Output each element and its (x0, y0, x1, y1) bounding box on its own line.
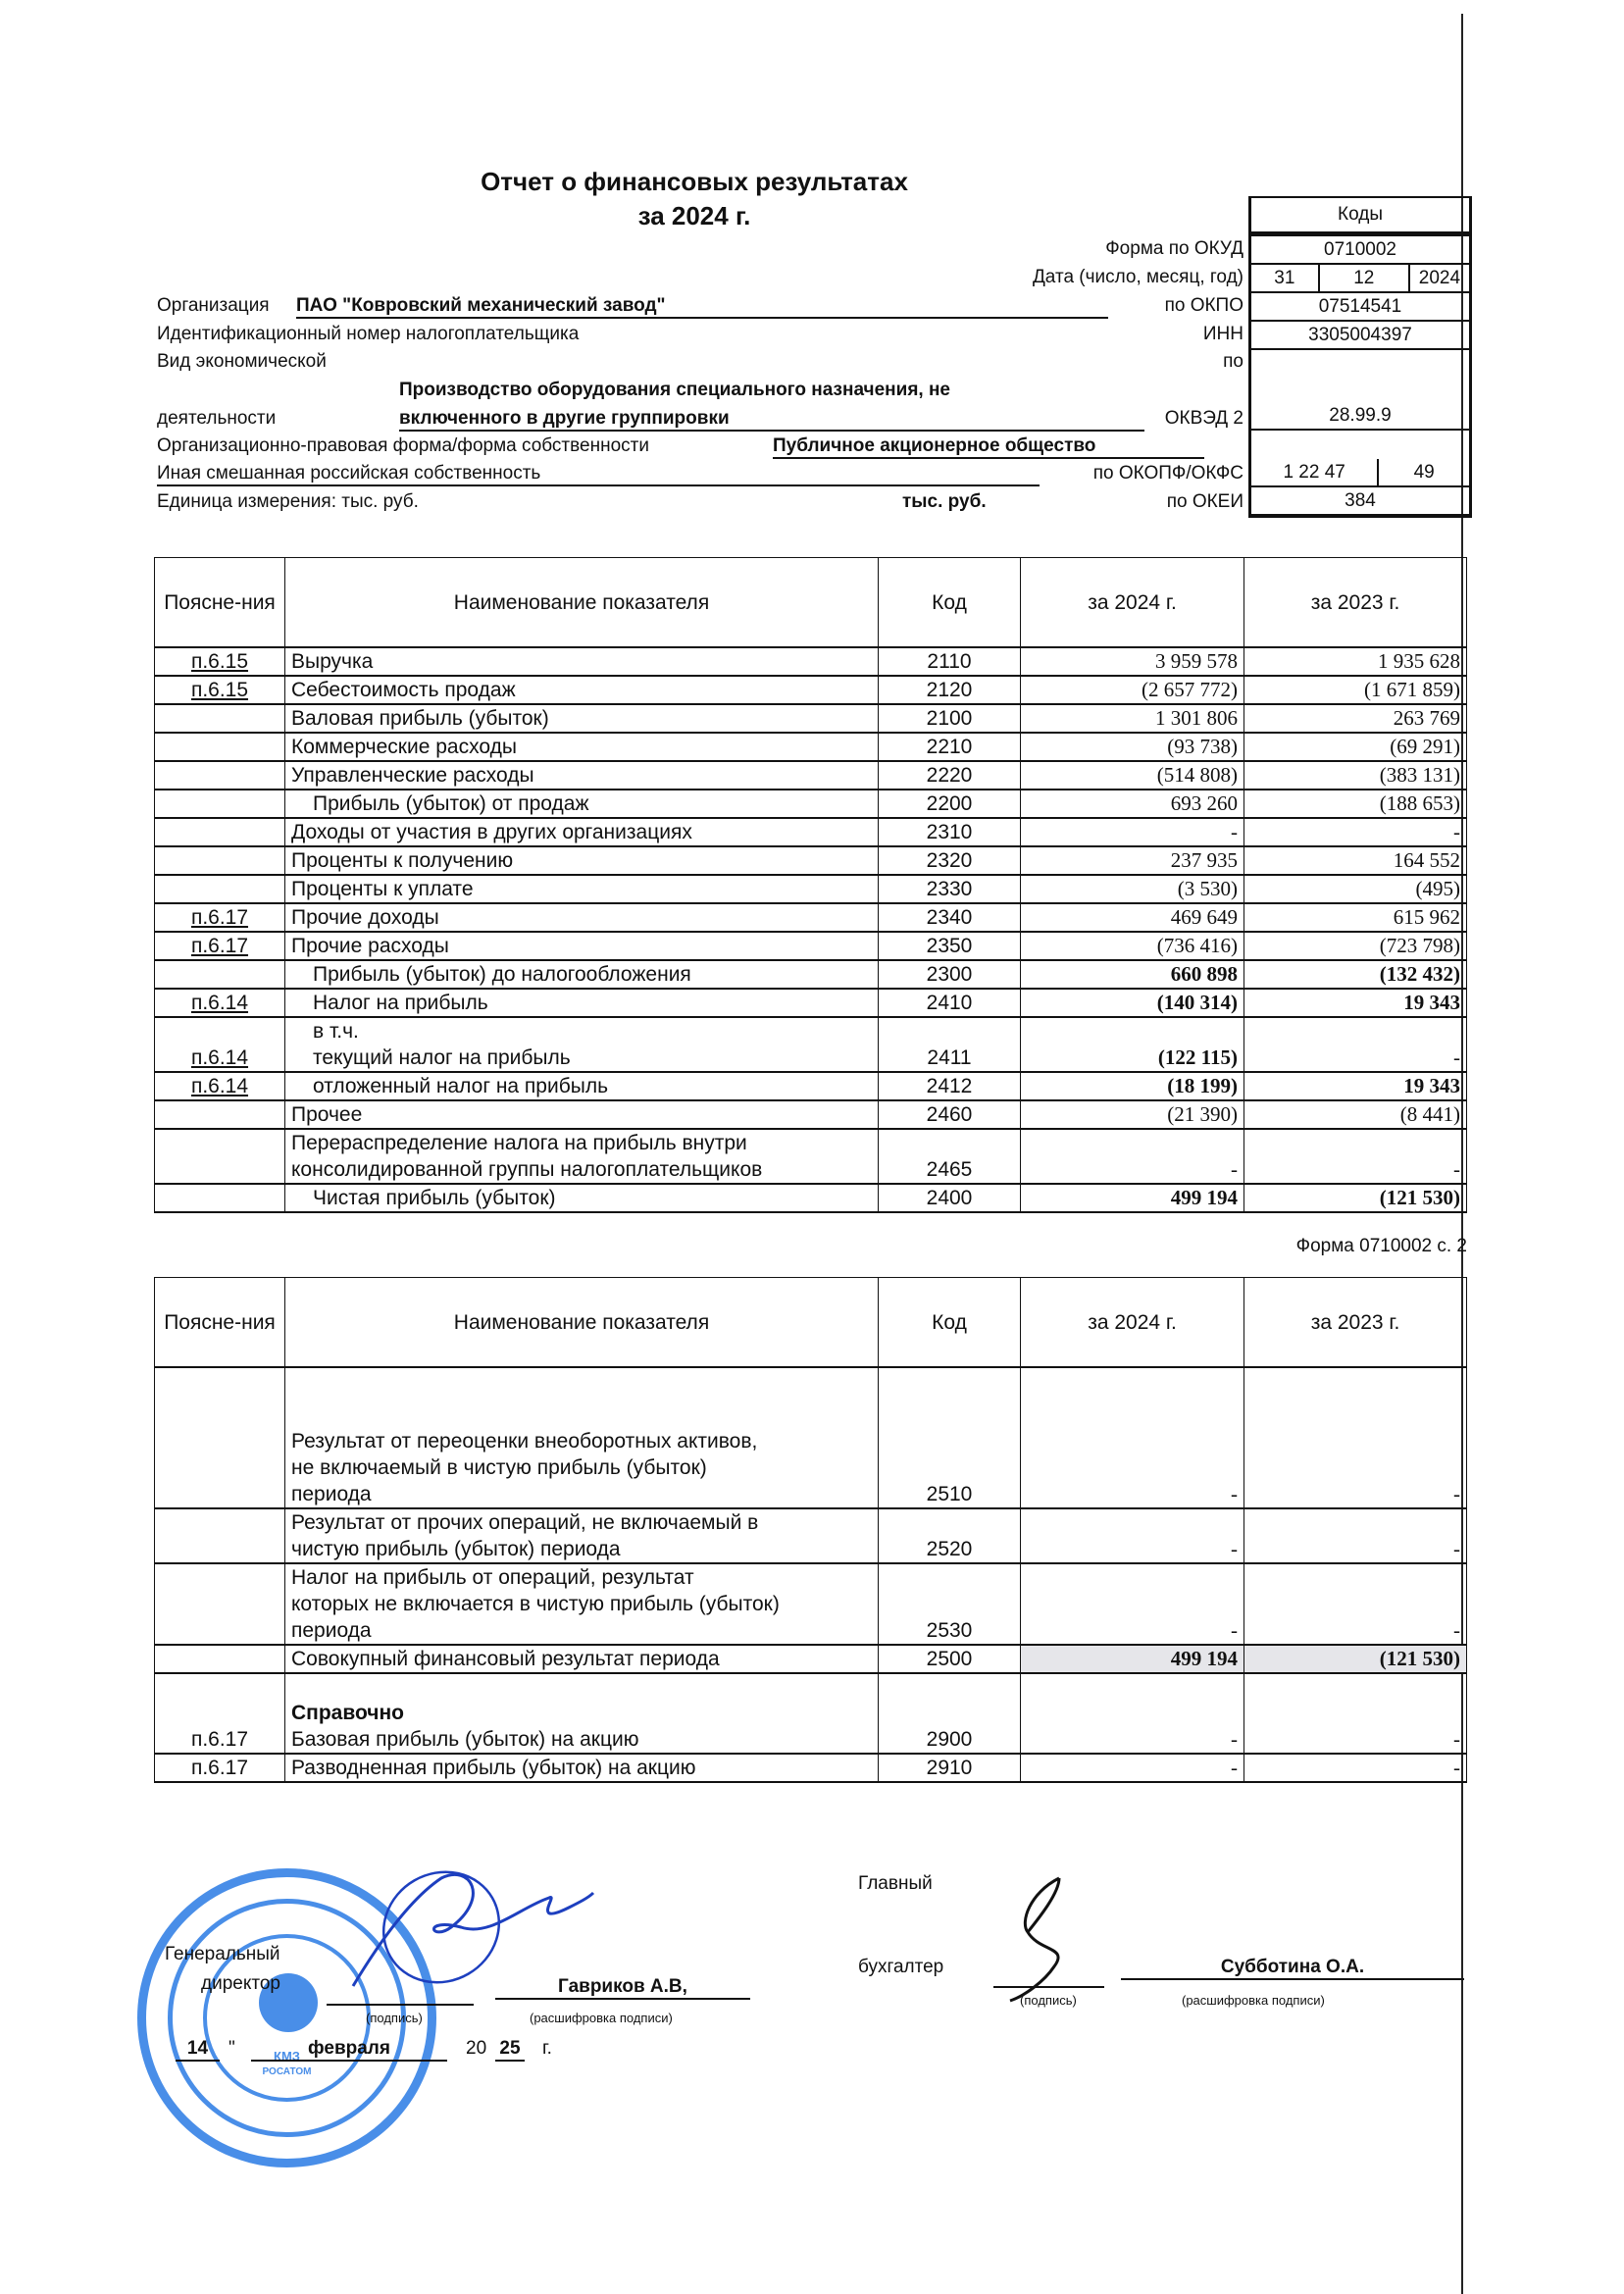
row-name: Прочие расходы (285, 932, 879, 960)
row-name: Проценты к уплате (285, 875, 879, 903)
row-name: Выручка (285, 647, 879, 676)
row-previous: (495) (1244, 875, 1467, 903)
director-signature-caption: (подпись) (366, 2011, 423, 2025)
row-previous: (121 530) (1244, 1184, 1467, 1212)
note-ref[interactable]: п.6.15 (190, 650, 249, 673)
codes-box (1248, 196, 1472, 518)
page-2-label: Форма 0710002 с. 2 (1295, 1236, 1467, 1256)
row-previous: - (1244, 1367, 1467, 1508)
table-row (155, 647, 1467, 676)
ownership-value: Иная смешанная российская собственность (157, 463, 1040, 486)
codes-header: Коды (1338, 204, 1383, 225)
table-header-row (155, 558, 1467, 648)
row-note (155, 1645, 285, 1673)
reference-heading: Справочно (291, 1702, 404, 1724)
row-current: 693 260 (1021, 790, 1244, 818)
row-code: 2910 (879, 1754, 1021, 1782)
row-note (155, 1184, 285, 1212)
row-previous: - (1244, 1673, 1467, 1754)
okopf-label: по ОКОПФ/ОКФС (1092, 463, 1243, 484)
table-row (155, 1754, 1467, 1782)
row-name: Валовая прибыль (убыток) (285, 704, 879, 733)
row-code: 2310 (879, 818, 1021, 846)
table-row (155, 1508, 1467, 1563)
row-name: Прибыль (убыток) от продаж (285, 790, 879, 818)
row-current: (736 416) (1021, 932, 1244, 960)
row-previous: 1 935 628 (1244, 647, 1467, 676)
row-current: (140 314) (1021, 989, 1244, 1017)
row-current: - (1021, 1508, 1244, 1563)
row-code: 2350 (879, 932, 1021, 960)
row-name: Базовая прибыль (убыток) на акцию (291, 1728, 639, 1751)
row-current: 499 194 (1021, 1184, 1244, 1212)
row-current: 469 649 (1021, 903, 1244, 932)
row-code: 2110 (879, 647, 1021, 676)
row-code: 2411 (879, 1017, 1021, 1072)
row-code: 2530 (879, 1563, 1021, 1645)
okopf-value: 1 22 47 (1283, 462, 1345, 483)
organization-name: ПАО "Ковровский механический завод" (296, 295, 1108, 319)
header-code: Код (879, 558, 1021, 648)
header-current-year: за 2024 г. (1021, 1278, 1244, 1368)
row-current: (2 657 772) (1021, 676, 1244, 704)
note-ref[interactable]: п.6.17 (190, 906, 249, 929)
row-note (155, 1367, 285, 1508)
row-note (155, 1508, 285, 1563)
note-ref[interactable]: п.6.17 (190, 935, 249, 957)
accountant-title-1: Главный (858, 1873, 933, 1894)
inn-label: ИНН (1202, 324, 1243, 344)
activity-label-2: деятельности (157, 408, 277, 429)
row-previous: (383 131) (1244, 761, 1467, 790)
row-name-line1: Налог на прибыль от операций, результат (291, 1566, 694, 1589)
row-code: 2100 (879, 704, 1021, 733)
row-previous: 615 962 (1244, 903, 1467, 932)
date-label: Дата (число, месяц, год) (1032, 267, 1243, 287)
table-row (155, 704, 1467, 733)
row-previous: - (1244, 1129, 1467, 1184)
header-previous-year: за 2023 г. (1244, 1278, 1467, 1368)
date-year: 2024 (1408, 265, 1469, 291)
row-code: 2320 (879, 846, 1021, 875)
row-code: 2500 (879, 1645, 1021, 1673)
table-row (155, 1184, 1467, 1212)
row-previous: 19 343 (1244, 1072, 1467, 1100)
row-name: Совокупный финансовый результат периода (285, 1645, 879, 1673)
organization-label: Организация (157, 295, 270, 316)
row-note (155, 761, 285, 790)
table-row (155, 960, 1467, 989)
row-code: 2520 (879, 1508, 1021, 1563)
table-row (155, 1645, 1467, 1673)
okved-prefix: по (1223, 351, 1243, 372)
date-month: 12 (1318, 265, 1408, 291)
row-name: отложенный налог на прибыль (285, 1072, 879, 1100)
row-current: (122 115) (1021, 1017, 1244, 1072)
row-note (155, 1563, 285, 1645)
row-code: 2200 (879, 790, 1021, 818)
row-current: - (1021, 1563, 1244, 1645)
accountant-title-2: бухгалтер (858, 1957, 944, 1977)
table-row (155, 1100, 1467, 1129)
row-name-line2: не включаемый в чистую прибыль (убыток) (291, 1456, 707, 1479)
row-name: Управленческие расходы (285, 761, 879, 790)
activity-label-1: Вид экономической (157, 351, 327, 372)
okei-value: 384 (1345, 490, 1376, 511)
row-previous: (69 291) (1244, 733, 1467, 761)
inn-value: 3305004397 (1308, 325, 1412, 345)
table-row (155, 1367, 1467, 1508)
row-name: Прочее (285, 1100, 879, 1129)
row-code: 2120 (879, 676, 1021, 704)
row-name: Коммерческие расходы (285, 733, 879, 761)
stamp-kmz: КМЗ (274, 2049, 300, 2064)
table-row (155, 903, 1467, 932)
row-note (155, 875, 285, 903)
legal-form-value: Публичное акционерное общество (773, 435, 1204, 459)
table-row (155, 790, 1467, 818)
inn-row-label: Идентификационный номер налогоплательщика (157, 324, 580, 344)
row-previous: - (1244, 1754, 1467, 1782)
table-row (155, 761, 1467, 790)
activity-value-2: включенного в другие группировки (399, 408, 1144, 432)
row-current: - (1021, 1673, 1244, 1754)
row-previous: (1 671 859) (1244, 676, 1467, 704)
table-row (155, 932, 1467, 960)
sign-date-month: февраля (251, 2038, 447, 2062)
report-period: за 2024 г. (637, 201, 751, 230)
row-code: 2465 (879, 1129, 1021, 1184)
row-code: 2412 (879, 1072, 1021, 1100)
row-previous: 263 769 (1244, 704, 1467, 733)
accountant-signature-line (993, 1986, 1104, 1988)
row-current: - (1021, 1367, 1244, 1508)
row-name: Прочие доходы (285, 903, 879, 932)
row-current: (514 808) (1021, 761, 1244, 790)
unit-value: тыс. руб. (902, 491, 987, 512)
comprehensive-income-table (154, 1277, 1467, 1783)
table-header-row (155, 1278, 1467, 1368)
row-current: - (1021, 818, 1244, 846)
row-previous: (121 530) (1244, 1645, 1467, 1673)
row-name: периода (291, 1619, 372, 1642)
row-name-line1: Результат от переоценки внеоборотных активов, (291, 1430, 758, 1453)
sign-date-year-suffix: 25 (495, 2038, 525, 2062)
director-name: Гавриков А.В, (495, 1976, 750, 2000)
table-row (155, 1673, 1467, 1754)
row-name-line1: Перераспределение налога на прибыль внутри (291, 1132, 747, 1154)
row-code: 2220 (879, 761, 1021, 790)
sign-date-suffix: г. (542, 2038, 552, 2059)
header-current-year: за 2024 г. (1021, 558, 1244, 648)
director-signature-icon (324, 1859, 598, 1996)
row-current: 1 301 806 (1021, 704, 1244, 733)
row-current: (3 530) (1021, 875, 1244, 903)
okved-label: ОКВЭД 2 (1164, 408, 1243, 429)
row-name: чистую прибыль (убыток) периода (291, 1538, 621, 1560)
okfs-value: 49 (1377, 459, 1469, 485)
table-row (155, 1017, 1467, 1072)
header-notes: Поясне-ния (155, 1278, 285, 1368)
row-name: Налог на прибыль (285, 989, 879, 1017)
table-row (155, 1072, 1467, 1100)
row-previous: (188 653) (1244, 790, 1467, 818)
row-previous: - (1244, 1017, 1467, 1072)
row-current: 237 935 (1021, 846, 1244, 875)
row-code: 2460 (879, 1100, 1021, 1129)
activity-value-1: Производство оборудования специального назначения, не (399, 380, 951, 400)
table-row (155, 676, 1467, 704)
okpo-label: по ОКПО (1164, 295, 1243, 316)
row-code: 2300 (879, 960, 1021, 989)
row-code: 2210 (879, 733, 1021, 761)
row-current: - (1021, 1754, 1244, 1782)
row-current: - (1021, 1129, 1244, 1184)
row-previous: (723 798) (1244, 932, 1467, 960)
table-row (155, 818, 1467, 846)
row-previous: 19 343 (1244, 989, 1467, 1017)
sign-date-year-prefix: 20 (466, 2038, 487, 2059)
row-previous: (8 441) (1244, 1100, 1467, 1129)
okud-value: 0710002 (1324, 239, 1396, 260)
accountant-name: Субботина О.А. (1121, 1957, 1464, 1980)
row-name: Чистая прибыль (убыток) (285, 1184, 879, 1212)
table-row (155, 1129, 1467, 1184)
unit-label: Единица измерения: тыс. руб. (157, 491, 419, 512)
header-previous-year: за 2023 г. (1244, 558, 1467, 648)
note-ref[interactable]: п.6.14 (190, 1046, 249, 1069)
header-indicator: Наименование показателя (285, 1278, 879, 1368)
okved-value: 28.99.9 (1329, 405, 1392, 426)
okud-label: Форма по ОКУД (1105, 238, 1243, 259)
header-indicator: Наименование показателя (285, 558, 879, 648)
director-title-1: Генеральный (165, 1944, 280, 1964)
row-previous: - (1244, 1563, 1467, 1645)
note-ref[interactable]: п.6.14 (190, 1075, 249, 1097)
table-row (155, 989, 1467, 1017)
row-current: (18 199) (1021, 1072, 1244, 1100)
report-title: Отчет о финансовых результатах (481, 167, 908, 196)
row-note (155, 1100, 285, 1129)
row-note (155, 733, 285, 761)
row-code: 2900 (879, 1673, 1021, 1754)
row-name-prefix: в т.ч. (313, 1020, 359, 1043)
row-name: Доходы от участия в других организациях (285, 818, 879, 846)
row-current: 499 194 (1021, 1645, 1244, 1673)
row-note: п.6.17 (155, 1673, 285, 1754)
row-code: 2410 (879, 989, 1021, 1017)
financial-results-table (154, 557, 1467, 1213)
accountant-signature-caption: (подпись) (1020, 1993, 1077, 2008)
row-note (155, 790, 285, 818)
note-ref[interactable]: п.6.15 (190, 679, 249, 701)
director-title-2: директор (201, 1973, 280, 1994)
stamp-rosatom: РОСАТОМ (262, 2066, 312, 2077)
note-ref[interactable]: п.6.14 (190, 992, 249, 1014)
row-code: 2340 (879, 903, 1021, 932)
row-current: (93 738) (1021, 733, 1244, 761)
row-name-line2: которых не включается в чистую прибыль (убыток) (291, 1593, 780, 1615)
table-row (155, 846, 1467, 875)
row-previous: - (1244, 818, 1467, 846)
row-current: 660 898 (1021, 960, 1244, 989)
table-row (155, 733, 1467, 761)
row-name: текущий налог на прибыль (313, 1046, 571, 1069)
row-note (155, 818, 285, 846)
sign-date-day: 14 (176, 2038, 220, 2062)
row-code: 2510 (879, 1367, 1021, 1508)
table-row (155, 875, 1467, 903)
row-note (155, 846, 285, 875)
row-current: (21 390) (1021, 1100, 1244, 1129)
row-name-line1: Результат от прочих операций, не включаемый в (291, 1511, 759, 1534)
legal-form-label: Организационно-правовая форма/форма собственности (157, 435, 649, 456)
row-note (155, 960, 285, 989)
row-note: п.6.17 (155, 1754, 285, 1782)
okpo-value: 07514541 (1318, 296, 1402, 317)
row-name: консолидированной группы налогоплательщиков (291, 1158, 763, 1181)
row-note (155, 704, 285, 733)
header-code: Код (879, 1278, 1021, 1368)
row-name: Прибыль (убыток) до налогообложения (285, 960, 879, 989)
director-name-caption: (расшифровка подписи) (530, 2011, 673, 2025)
row-previous: 164 552 (1244, 846, 1467, 875)
date-day: 31 (1274, 268, 1295, 288)
row-note (155, 1129, 285, 1184)
row-previous: - (1244, 1508, 1467, 1563)
row-name: Проценты к получению (285, 846, 879, 875)
sign-date-quote: " (228, 2038, 235, 2059)
row-name: Разводненная прибыль (убыток) на акцию (285, 1754, 879, 1782)
row-name: Себестоимость продаж (285, 676, 879, 704)
header-notes: Поясне-ния (155, 558, 285, 648)
accountant-name-caption: (расшифровка подписи) (1182, 1993, 1325, 2008)
table-row (155, 1563, 1467, 1645)
row-code: 2330 (879, 875, 1021, 903)
row-current: 3 959 578 (1021, 647, 1244, 676)
okei-label: по ОКЕИ (1166, 491, 1243, 512)
row-code: 2400 (879, 1184, 1021, 1212)
director-signature-line (327, 2004, 474, 2006)
row-name: периода (291, 1483, 372, 1505)
row-previous: (132 432) (1244, 960, 1467, 989)
